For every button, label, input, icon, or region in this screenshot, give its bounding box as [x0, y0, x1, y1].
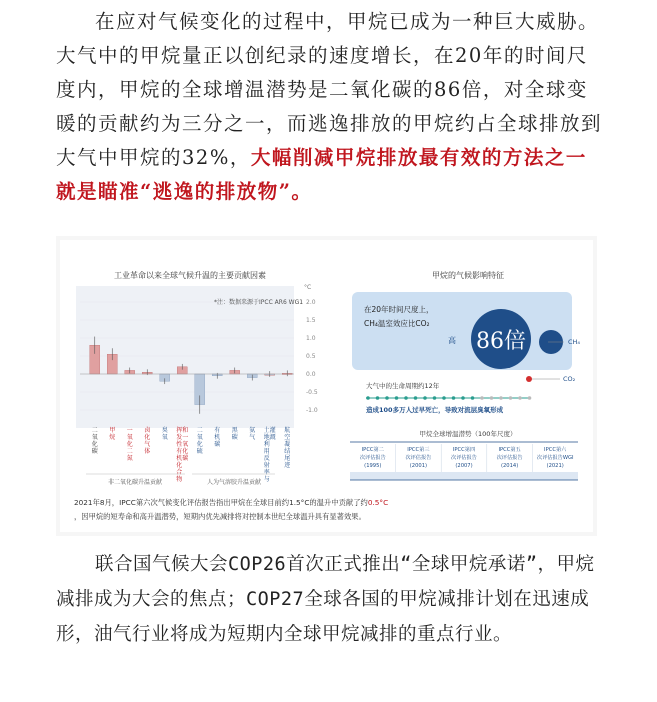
bar-label-char: 二 — [196, 427, 203, 434]
bar-label-char: 气 — [249, 434, 256, 441]
report-name: IPCC第四 — [452, 447, 476, 453]
bar-label-char: 烷 — [109, 434, 116, 441]
caption-line-1 — [74, 498, 388, 508]
lifetime-text: 大气中的生命周期约12年 — [366, 382, 440, 390]
bar-label-char: 有 — [214, 427, 221, 434]
y-tick-label: -0.5 — [306, 389, 318, 396]
bar-label-char: 化 — [126, 441, 133, 448]
bar-label-char: 硫 — [196, 448, 203, 455]
timeline-dot — [442, 396, 446, 400]
report-name: IPCC第五 — [498, 447, 521, 453]
report-name-2: 次评估报告WGI — [536, 455, 574, 461]
left-note: *注：数据来源于IPCC AR6 WG1 — [214, 299, 304, 306]
group-label-nonco2: 非二氧化碳升温贡献 — [107, 479, 163, 486]
intro-paragraph — [56, 5, 604, 209]
bar-label-char: 机 — [176, 455, 183, 462]
gwp-title: 甲烷全球增温潜势（100年尺度） — [419, 430, 517, 438]
y-tick-label: -1.0 — [306, 407, 318, 414]
timeline-dot — [499, 396, 503, 400]
bar-label-char: 氨 — [249, 427, 256, 434]
report-name: IPCC第六 — [544, 447, 567, 453]
bar-label-char: 土 — [263, 427, 270, 434]
box-line-2: CH₄温室效应比CO₂ — [364, 319, 430, 328]
bar-label-char: 碳 — [91, 448, 98, 455]
timeline-dot — [452, 396, 456, 400]
bar-label-char: 化 — [176, 462, 183, 469]
timeline-dot — [461, 396, 465, 400]
bar-label-char: 用 — [263, 448, 270, 455]
bar-label-char: 凝 — [284, 441, 291, 448]
bar-label-char: 碳 — [231, 434, 238, 441]
bar-label-char: 射 — [263, 462, 270, 469]
bar-label-char: 有 — [176, 448, 183, 455]
methane-figure — [56, 236, 597, 536]
report-name-2: 次评估报告 — [405, 455, 432, 461]
caption-line-2: ，因甲烷的短寿命和高升温潜势，短期内优先减排将对控制本世纪全球温升具有显著效果。 — [74, 512, 366, 521]
bar-label-char: 氧 — [196, 434, 203, 441]
report-name: IPCC第三 — [407, 447, 430, 453]
bar-label-char: 率 — [263, 469, 270, 476]
report-name-2: 次评估报告 — [451, 455, 477, 461]
bar-label-char: 机 — [214, 434, 221, 441]
y-tick-label: 1.5 — [306, 317, 316, 324]
bar-label-char: 反 — [263, 455, 270, 462]
right-title: 甲烷的气候影响特征 — [432, 271, 504, 280]
bar-label-char: 氧 — [91, 434, 98, 441]
bar-label-char: 灌 — [269, 427, 276, 434]
figure-canvas — [60, 240, 593, 532]
figure-panel — [60, 240, 593, 532]
death-text: 造成100多万人过早死亡，导致对流层臭氧形成 — [366, 406, 504, 414]
timeline-dot — [385, 396, 389, 400]
bar-label-char: 化 — [182, 448, 189, 455]
box-high: 高 — [448, 336, 456, 345]
y-tick-label: 1.0 — [306, 335, 316, 342]
bar-label-char: 合 — [176, 469, 183, 476]
bar-label-char: 和 — [182, 427, 189, 434]
lifetime-timeline — [366, 396, 531, 400]
bar-label-char: 结 — [284, 448, 291, 455]
co2-label: CO₂ — [563, 375, 576, 383]
timeline-dot — [490, 396, 494, 400]
co2-dot — [526, 376, 532, 382]
timeline-dot — [518, 396, 522, 400]
bar-label-char: 二 — [126, 448, 133, 455]
bar-label-char: 二 — [91, 427, 98, 434]
report-name: IPCC第二 — [361, 447, 384, 453]
bar-label-char: 氮 — [126, 455, 133, 462]
bar-label-char: 一 — [126, 427, 133, 434]
bar-label-char: 黑 — [231, 427, 238, 434]
report-name-2: 次评估报告 — [496, 455, 523, 461]
y-tick-label: 0.5 — [306, 353, 316, 360]
bar-label-char: 化 — [196, 441, 203, 448]
intro-text: 在应对气候变化的过程中，甲烷已成为一种巨大威胁。大气中的甲烷量正以创纪录的速度增长，在20年的时间尺度内，甲烷的全球增温潜势是二氧化碳的86倍，对全球变暖的贡献约为三分之一，而逃逸排放的甲烷约占全球排放到大气中甲烷的32%， — [56, 10, 603, 169]
comparison-box — [352, 292, 572, 370]
gwp-value-band — [350, 472, 578, 480]
bar-label-char: 空 — [284, 434, 291, 441]
timeline-dot — [395, 396, 399, 400]
report-year: (2001) — [409, 463, 428, 469]
timeline-dot — [433, 396, 437, 400]
bar-label-char: 物 — [176, 476, 183, 483]
bar-label-char: 航 — [284, 427, 291, 434]
ch4-label: CH₄ — [568, 338, 581, 346]
report-year: (2007) — [455, 463, 473, 469]
bar-label-char: 卤 — [144, 427, 151, 434]
bar-label-char: 甲 — [109, 427, 116, 434]
caption-part-1: 2021年8月，IPCC第六次气候变化评估报告指出甲烷在全球目前约1.5°C的温升中贡献了约 — [74, 498, 368, 507]
bar-label-char: 一 — [182, 434, 189, 441]
bar-label-char: 迹 — [284, 462, 291, 469]
y-tick-label: 2.0 — [306, 299, 316, 306]
timeline-dot — [376, 396, 380, 400]
report-name-2: 次评估报告 — [359, 455, 386, 461]
y-tick-label: 0.0 — [306, 371, 316, 378]
bar-label-char: 碳 — [214, 441, 221, 448]
bar-label-char: 碳 — [182, 455, 189, 462]
left-title: 工业革命以来全球气候升温的主要贡献因素 — [114, 271, 266, 280]
cop-paragraph: 联合国气候大会COP26首次正式推出“全球甲烷承诺”，甲烷减排成为大会的焦点；COP27全球各国的甲烷减排计划在迅速成形，油气行业将成为短期内全球甲烷减排的重点行业。 — [56, 554, 595, 645]
ratio-text: 86倍 — [476, 329, 526, 354]
bar-label-char: 氧 — [126, 434, 133, 441]
bar-label-char: 氧 — [182, 441, 189, 448]
intro-highlight: 大幅削减甲烷排放最有效的方法之一就是瞄准“逃逸的排放物”。 — [56, 146, 587, 203]
bar-label-char: 尾 — [284, 455, 291, 462]
bar-label-char: 与 — [263, 476, 270, 483]
timeline-dot — [471, 396, 475, 400]
bar-label-char: 气 — [144, 441, 151, 448]
caption-red: 0.5°C — [367, 498, 389, 507]
bar-label-char: 地 — [263, 434, 270, 441]
timeline-dot — [414, 396, 418, 400]
bar-label-char: 化 — [91, 441, 98, 448]
bar-label-char: 溉 — [269, 434, 276, 441]
bar-label-char: 利 — [263, 441, 270, 448]
timeline-dot — [404, 396, 408, 400]
timeline-dot — [528, 396, 532, 400]
axis-unit: °C — [304, 284, 312, 291]
bar-labels — [92, 426, 292, 483]
bar-label-char: 氧 — [161, 434, 168, 441]
bar-label-char: 臭 — [161, 427, 168, 434]
report-year: (2014) — [500, 463, 519, 469]
timeline-dot — [480, 396, 484, 400]
report-year: (1995) — [364, 463, 382, 469]
bar-label-char: 化 — [144, 434, 151, 441]
bar-label-char: 体 — [144, 448, 151, 455]
bar-label-char: 性 — [176, 441, 183, 448]
timeline-dot — [509, 396, 513, 400]
group-label-aerosol: 人为气溶胶升温贡献 — [206, 479, 262, 486]
bar-label-char: 发 — [176, 434, 183, 441]
timeline-dot — [366, 396, 370, 400]
box-line-1: 在20年时间尺度上， — [364, 305, 434, 314]
report-year: (2021) — [546, 463, 564, 469]
timeline-dot — [423, 396, 427, 400]
bar-label-char: 挥 — [176, 427, 183, 434]
